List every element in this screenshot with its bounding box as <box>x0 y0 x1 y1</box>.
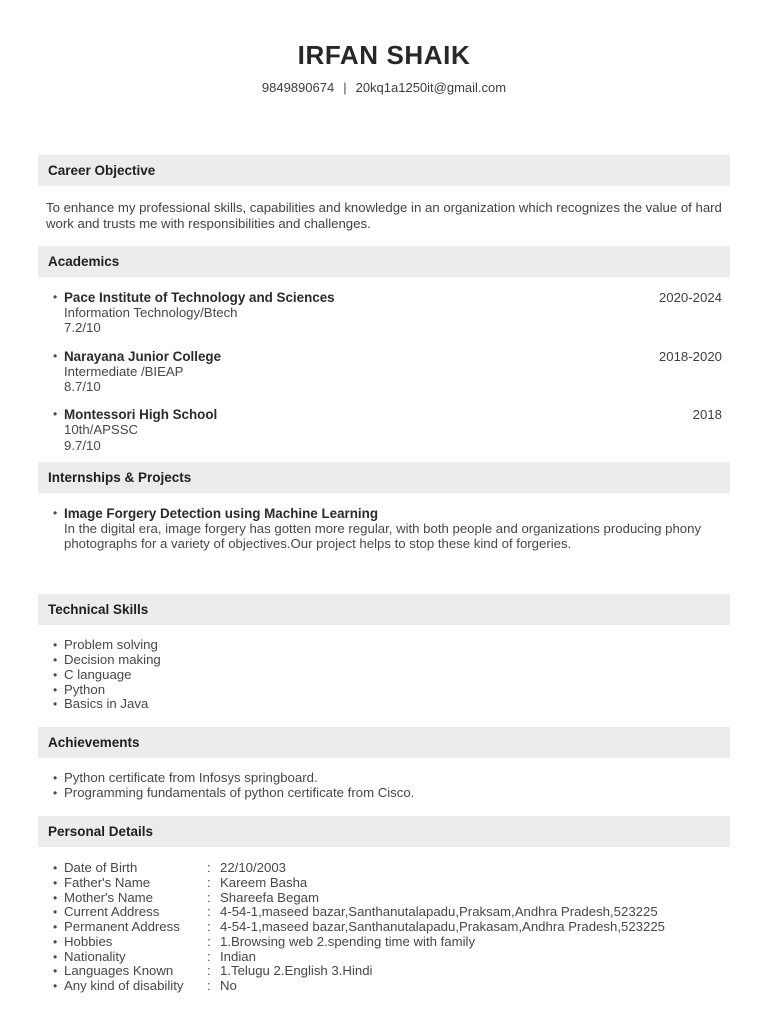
detail-value: 1.Browsing web 2.spending time with family <box>220 933 476 949</box>
detail-colon: : <box>207 948 211 964</box>
detail-value: Shareefa Begam <box>220 889 319 905</box>
detail-value: 4-54-1,maseed bazar,Santhanutalapadu,Prakasam,Andhra Pradesh,523225 <box>220 919 666 935</box>
score: 9.7/10 <box>64 437 101 453</box>
course-name: Intermediate /BIEAP <box>64 363 184 379</box>
personal-detail-row <box>38 891 722 906</box>
academic-entry <box>38 349 722 395</box>
section-header-technical-skills: Technical Skills <box>38 594 730 625</box>
detail-colon: : <box>207 889 211 905</box>
institution-name: • Pace Institute of Technology and Sciences <box>64 290 335 305</box>
detail-label: • Nationality <box>64 948 126 964</box>
achievement-item: • Python certificate from Infosys springboard. <box>38 771 722 786</box>
skill-item: • Basics in Java <box>38 697 722 712</box>
detail-value: 22/10/2003 <box>220 860 287 876</box>
detail-colon: : <box>207 904 211 920</box>
personal-detail-row <box>38 979 722 994</box>
study-period: 2020-2024 <box>658 290 722 305</box>
personal-detail-row <box>38 905 722 920</box>
personal-detail-row <box>38 935 722 950</box>
personal-detail-row <box>38 950 722 965</box>
detail-label: • Languages Known <box>64 963 174 979</box>
detail-value: 1.Telugu 2.English 3.Hindi <box>220 963 373 979</box>
detail-colon: : <box>207 963 211 979</box>
personal-detail-row <box>38 920 722 935</box>
section-header-internships-projects: Internships & Projects <box>38 462 730 493</box>
project-title: • Image Forgery Detection using Machine Learning <box>64 505 378 521</box>
project-entry <box>38 506 722 552</box>
skill-item: • Problem solving <box>38 638 722 653</box>
detail-label: • Hobbies <box>64 933 113 949</box>
contact-phone: 9849890674 <box>261 80 335 95</box>
institution-name: • Montessori High School <box>64 407 218 423</box>
study-period: 2018-2020 <box>658 348 722 364</box>
personal-detail-row <box>38 876 722 891</box>
detail-value: Indian <box>220 948 256 964</box>
section-header-career-objective: Career Objective <box>38 155 730 186</box>
skill-item: • Python <box>38 683 722 698</box>
personal-detail-row <box>38 861 722 876</box>
academic-entry-head <box>64 407 722 422</box>
personal-details-list <box>38 861 722 993</box>
detail-colon: : <box>207 875 211 891</box>
detail-label: • Any kind of disability <box>64 977 184 993</box>
detail-colon: : <box>207 919 211 935</box>
detail-label: • Mother's Name <box>64 889 153 905</box>
personal-detail-row <box>38 964 722 979</box>
institution-name: • Narayana Junior College <box>64 348 222 364</box>
academic-entry <box>38 290 722 336</box>
contact-email: 20kq1a1250it@gmail.com <box>355 80 507 95</box>
detail-label: • Father's Name <box>64 875 151 891</box>
resume-header <box>0 0 768 95</box>
projects-list <box>38 506 722 552</box>
academics-list <box>38 290 722 453</box>
detail-colon: : <box>207 860 211 876</box>
section-header-personal-details: Personal Details <box>38 816 730 847</box>
study-period: 2018 <box>692 407 722 423</box>
detail-value: 4-54-1,maseed bazar,Santhanutalapadu,Praksam,Andhra Pradesh,523225 <box>220 904 658 920</box>
detail-colon: : <box>207 977 211 993</box>
academic-entry-head <box>64 349 722 364</box>
detail-value: No <box>220 977 237 993</box>
course-name: Information Technology/Btech <box>64 305 238 321</box>
career-objective-text: To enhance my professional skills, capabilities and knowledge in an organization which recognizes the value of hard work and trusts me with responsibilities and challenges. <box>46 200 722 231</box>
achievements-list <box>38 771 722 800</box>
score: 8.7/10 <box>64 379 101 395</box>
detail-label: • Current Address <box>64 904 160 920</box>
achievement-item: • Programming fundamentals of python certificate from Cisco. <box>38 786 722 801</box>
skills-list <box>38 638 722 712</box>
section-header-academics: Academics <box>38 246 730 277</box>
skill-item: • Decision making <box>38 653 722 668</box>
contact-line <box>0 80 768 95</box>
section-header-achievements: Achievements <box>38 727 730 758</box>
detail-label: • Date of Birth <box>64 860 138 876</box>
course-name: 10th/APSSC <box>64 422 139 438</box>
detail-label: • Permanent Address <box>64 919 180 935</box>
score: 7.2/10 <box>64 320 101 336</box>
contact-separator: | <box>343 80 347 95</box>
academic-entry <box>38 407 722 453</box>
detail-colon: : <box>207 933 211 949</box>
skill-item: • C language <box>38 668 722 683</box>
detail-value: Kareem Basha <box>220 875 308 891</box>
project-description: In the digital era, image forgery has gotten more regular, with both people and organizations producing phony photographs for a variety of objectives.Our project helps to stop these kind of forgeries. <box>64 521 702 552</box>
academic-entry-head <box>64 290 722 305</box>
candidate-name: IRFAN SHAIK <box>297 40 471 70</box>
